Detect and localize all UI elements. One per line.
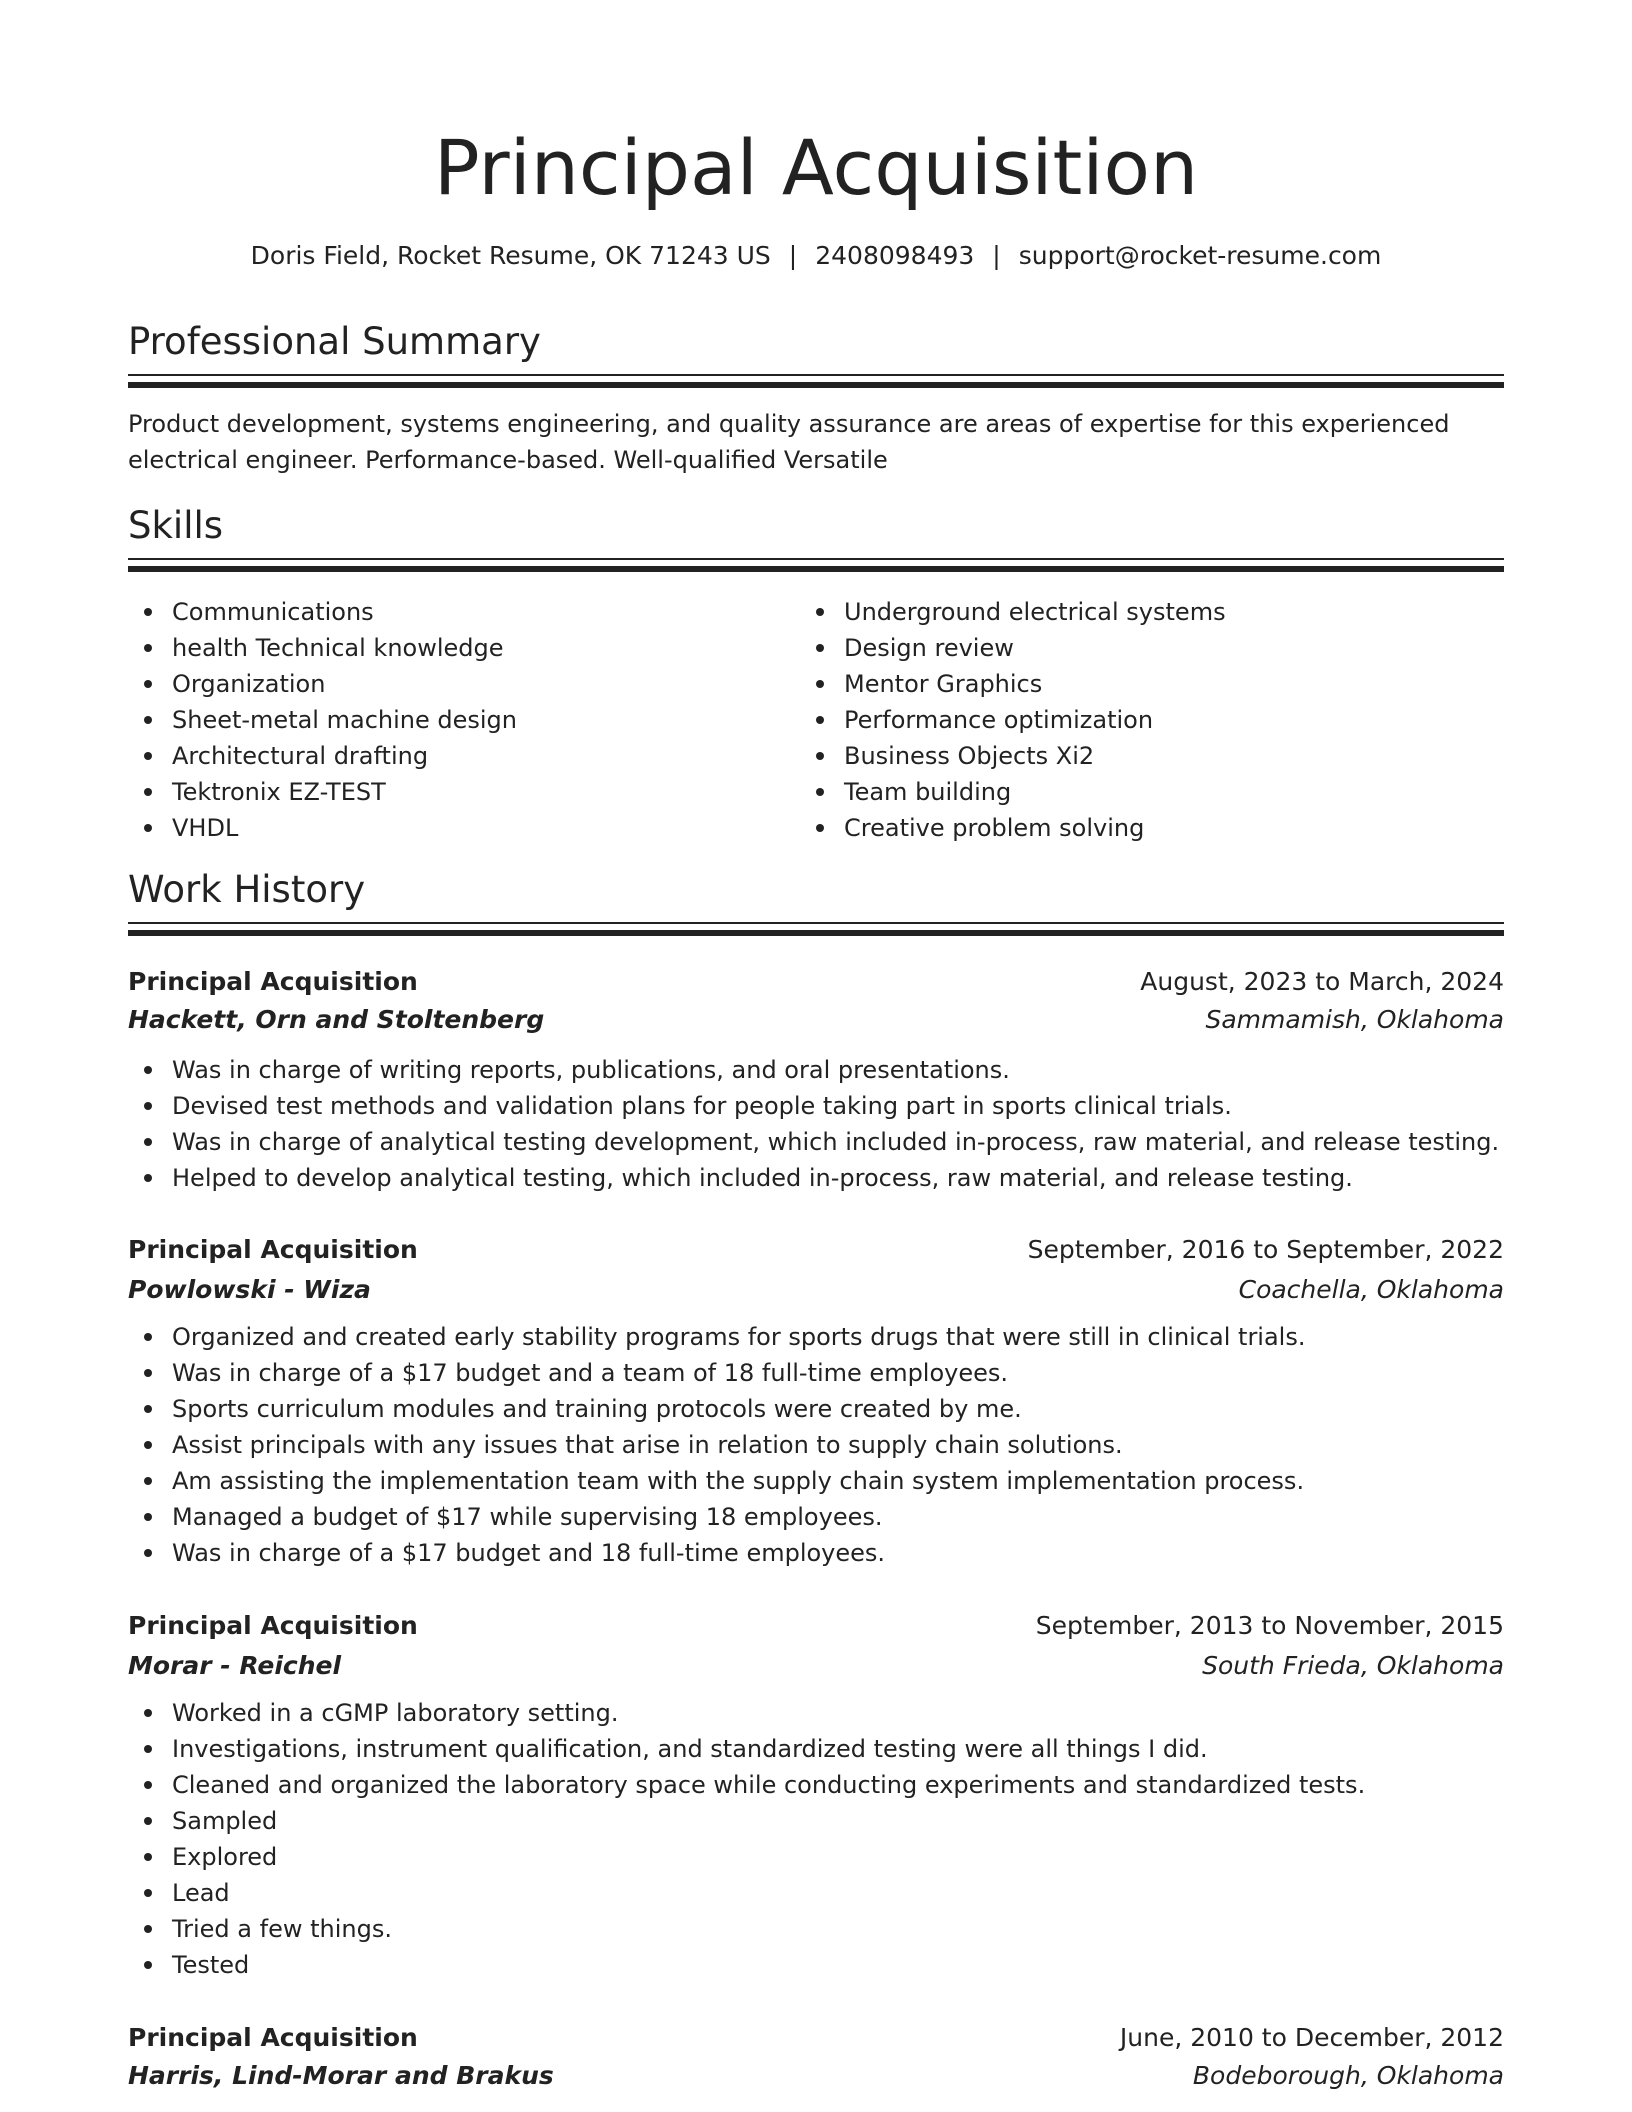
job-location: Bodeborough, Oklahoma <box>1192 2061 1504 2090</box>
list-item-text: Helped to develop analytical testing, which included in-process, raw material, and release testing. <box>172 1164 1353 1192</box>
list-item <box>128 1947 1504 1983</box>
bullet-icon <box>816 716 824 724</box>
bullet-icon <box>144 716 152 724</box>
job-title: Principal Acquisition <box>128 1235 418 1264</box>
bullet-icon <box>144 1174 152 1182</box>
bullet-icon <box>144 1138 152 1146</box>
contact-email: support@rocket-resume.com <box>1018 241 1382 270</box>
bullet-icon <box>144 1781 152 1789</box>
list-item-text: Architectural drafting <box>172 742 429 770</box>
summary-heading: Professional Summary <box>128 320 541 363</box>
list-item <box>128 1463 1504 1499</box>
contact-line <box>128 238 1504 274</box>
list-item-text: Cleaned and organized the laboratory space while conducting experiments and standardized tests. <box>172 1771 1366 1799</box>
job-location: Coachella, Oklahoma <box>1238 1275 1504 1304</box>
list-item-text: Investigations, instrument qualification, and standardized testing were all things I did. <box>172 1735 1208 1763</box>
job-dates: September, 2013 to November, 2015 <box>1035 1611 1504 1640</box>
job-subheader <box>128 1000 1504 1040</box>
bullet-icon <box>144 1889 152 1897</box>
job-location: Sammamish, Oklahoma <box>1205 1005 1504 1034</box>
skills-list-right <box>800 594 1504 846</box>
section-divider <box>128 374 1504 388</box>
bullet-icon <box>144 1477 152 1485</box>
list-item <box>800 702 1504 738</box>
list-item <box>128 1088 1504 1124</box>
job-company: Morar - Reichel <box>128 1651 342 1680</box>
list-item <box>128 1319 1504 1355</box>
job-location: South Frieda, Oklahoma <box>1202 1651 1504 1680</box>
list-item-text: Design review <box>844 634 1014 662</box>
list-item-text: Sampled <box>172 1807 278 1835</box>
bullet-icon <box>144 1549 152 1557</box>
list-item <box>128 630 788 666</box>
list-item-text: Creative problem solving <box>844 814 1145 842</box>
job-company: Powlowski - Wiza <box>128 1275 371 1304</box>
bullet-icon <box>144 1817 152 1825</box>
bullet-icon <box>144 1745 152 1753</box>
list-item-text: Tested <box>172 1951 250 1979</box>
list-item-text: Assist principals with any issues that arise in relation to supply chain solutions. <box>172 1431 1123 1459</box>
list-item-text: Am assisting the implementation team with the supply chain system implementation process. <box>172 1467 1305 1495</box>
job-title: Principal Acquisition <box>128 967 418 996</box>
bullet-icon <box>144 1709 152 1717</box>
job-dates: September, 2016 to September, 2022 <box>1027 1235 1504 1264</box>
list-item-text: Explored <box>172 1843 278 1871</box>
list-item-text: Sports curriculum modules and training protocols were created by me. <box>172 1395 1022 1423</box>
list-item <box>800 774 1504 810</box>
list-item <box>128 774 788 810</box>
job-dates: June, 2010 to December, 2012 <box>1119 2023 1504 2052</box>
bullet-icon <box>144 1961 152 1969</box>
bullet-icon <box>144 752 152 760</box>
list-item-text: Performance optimization <box>844 706 1154 734</box>
job-bullets <box>128 1319 1504 1571</box>
list-item-text: Communications <box>172 598 374 626</box>
job-subheader <box>128 2056 1504 2096</box>
job-header <box>128 962 1504 1002</box>
list-item <box>128 810 788 846</box>
work-history-heading: Work History <box>128 868 366 911</box>
list-item <box>128 1911 1504 1947</box>
bullet-icon <box>816 680 824 688</box>
list-item-text: Organization <box>172 670 326 698</box>
list-item-text: Team building <box>844 778 1012 806</box>
bullet-icon <box>144 788 152 796</box>
bullet-icon <box>144 1102 152 1110</box>
contact-phone: 2408098493 <box>815 241 975 270</box>
summary-text: Product development, systems engineering, and quality assurance are areas of expertise for this experienced electrical engineer. Performance-based. Well-qualified Versatile <box>128 410 1450 474</box>
list-item <box>128 1391 1504 1427</box>
bullet-icon <box>144 1853 152 1861</box>
job-bullets <box>128 1695 1504 1983</box>
bullet-icon <box>144 824 152 832</box>
list-item <box>800 594 1504 630</box>
bullet-icon <box>144 1441 152 1449</box>
bullet-icon <box>144 1405 152 1413</box>
list-item <box>128 594 788 630</box>
list-item <box>800 666 1504 702</box>
bullet-icon <box>144 644 152 652</box>
bullet-icon <box>144 1333 152 1341</box>
list-item-text: Underground electrical systems <box>844 598 1226 626</box>
section-divider <box>128 922 1504 936</box>
list-item-text: Lead <box>172 1879 230 1907</box>
resume-name: Principal Acquisition <box>433 123 1199 212</box>
job-subheader <box>128 1646 1504 1686</box>
list-item-text: Was in charge of a $17 budget and 18 full-time employees. <box>172 1539 886 1567</box>
bullet-icon <box>144 1369 152 1377</box>
list-item-text: Worked in a cGMP laboratory setting. <box>172 1699 619 1727</box>
contact-separator: | <box>788 241 798 270</box>
list-item-text: Mentor Graphics <box>844 670 1043 698</box>
list-item <box>800 630 1504 666</box>
list-item-text: VHDL <box>172 814 239 842</box>
job-company: Hackett, Orn and Stoltenberg <box>128 1005 545 1034</box>
list-item-text: health Technical knowledge <box>172 634 504 662</box>
bullet-icon <box>144 1513 152 1521</box>
list-item-text: Devised test methods and validation plans for people taking part in sports clinical trials. <box>172 1092 1232 1120</box>
list-item <box>128 738 788 774</box>
bullet-icon <box>144 680 152 688</box>
bullet-icon <box>816 644 824 652</box>
list-item-text: Was in charge of writing reports, publications, and oral presentations. <box>172 1056 1010 1084</box>
job-title: Principal Acquisition <box>128 1611 418 1640</box>
list-item <box>128 1875 1504 1911</box>
bullet-icon <box>144 608 152 616</box>
list-item-text: Business Objects Xi2 <box>844 742 1095 770</box>
list-item-text: Was in charge of a $17 budget and a team of 18 full-time employees. <box>172 1359 1009 1387</box>
list-item-text: Sheet-metal machine design <box>172 706 517 734</box>
job-header <box>128 2018 1504 2058</box>
list-item <box>128 1160 1504 1196</box>
list-item <box>128 1052 1504 1088</box>
list-item <box>800 810 1504 846</box>
list-item-text: Tried a few things. <box>172 1915 392 1943</box>
contact-separator: | <box>992 241 1001 270</box>
job-subheader <box>128 1270 1504 1310</box>
list-item <box>128 1499 1504 1535</box>
list-item-text: Was in charge of analytical testing development, which included in-process, raw material, and release testing. <box>172 1128 1500 1156</box>
job-bullets <box>128 1052 1504 1196</box>
skills-heading: Skills <box>128 504 224 547</box>
list-item <box>128 1124 1504 1160</box>
job-title: Principal Acquisition <box>128 2023 418 2052</box>
bullet-icon <box>816 752 824 760</box>
list-item <box>128 1839 1504 1875</box>
skills-list-left <box>128 594 788 846</box>
list-item <box>128 1427 1504 1463</box>
contact-address: Doris Field, Rocket Resume, OK 71243 US <box>250 241 771 270</box>
job-header <box>128 1606 1504 1646</box>
bullet-icon <box>816 608 824 616</box>
list-item <box>800 738 1504 774</box>
list-item <box>128 1695 1504 1731</box>
bullet-icon <box>144 1066 152 1074</box>
list-item-text: Tektronix EZ-TEST <box>172 778 386 806</box>
job-company: Harris, Lind-Morar and Brakus <box>128 2061 554 2090</box>
list-item <box>128 1535 1504 1571</box>
list-item <box>128 1355 1504 1391</box>
list-item <box>128 702 788 738</box>
section-divider <box>128 558 1504 572</box>
bullet-icon <box>144 1925 152 1933</box>
list-item <box>128 1767 1504 1803</box>
list-item <box>128 666 788 702</box>
job-dates: August, 2023 to March, 2024 <box>1140 967 1504 996</box>
list-item <box>128 1803 1504 1839</box>
bullet-icon <box>816 824 824 832</box>
job-header <box>128 1230 1504 1270</box>
list-item-text: Managed a budget of $17 while supervising 18 employees. <box>172 1503 883 1531</box>
list-item <box>128 1731 1504 1767</box>
list-item-text: Organized and created early stability programs for sports drugs that were still in clinical trials. <box>172 1323 1306 1351</box>
bullet-icon <box>816 788 824 796</box>
